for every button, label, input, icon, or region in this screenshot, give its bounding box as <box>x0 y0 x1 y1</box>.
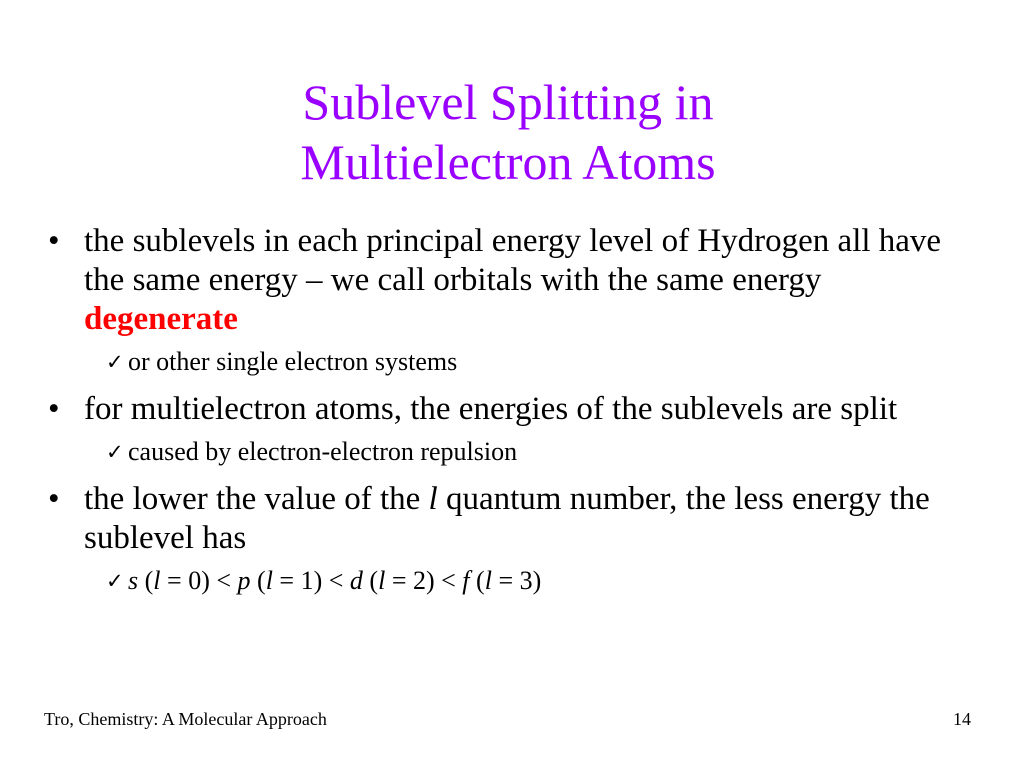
bullet-icon: • <box>48 391 60 427</box>
sub-bullet-text: or other single electron systems <box>128 347 458 376</box>
bullet-text: for multielectron atoms, the energies of the sublevels are split <box>84 391 898 427</box>
ordering-segment: = 2) < <box>385 566 463 595</box>
bullet-text: the lower the value of the <box>84 481 421 517</box>
ordering-segment: = 0) < <box>160 566 238 595</box>
sublevel-d: d <box>349 566 363 595</box>
check-icon: ✓ <box>106 350 124 374</box>
l-symbol: l <box>153 566 161 595</box>
bullet-item-degenerate <box>48 222 948 339</box>
l-symbol: l <box>378 566 386 595</box>
sub-bullet-ordering <box>48 565 948 597</box>
title-line-1: Sublevel Splitting in <box>302 74 714 130</box>
ordering-text <box>128 566 541 595</box>
bullet-text-continued: quantum number, the less energy the sublevel has <box>84 481 930 556</box>
sublevel-s: s <box>128 566 139 595</box>
bullet-icon: • <box>48 223 60 259</box>
sub-bullet-single-electron <box>48 346 948 378</box>
paren: ( <box>469 566 485 595</box>
sublevel-f: f <box>462 566 470 595</box>
title-line-2: Multielectron Atoms <box>300 134 716 190</box>
bullet-item-split <box>48 390 948 429</box>
l-symbol: l <box>265 566 273 595</box>
l-symbol: l <box>484 566 492 595</box>
paren: ( <box>144 566 154 595</box>
bullet-list <box>48 222 948 597</box>
footer-source: Tro, Chemistry: A Molecular Approach <box>44 709 327 729</box>
sub-bullet-repulsion <box>48 436 948 468</box>
paren: ( <box>362 566 379 595</box>
page-number: 14 <box>953 709 971 729</box>
check-icon: ✓ <box>106 440 124 464</box>
ordering-segment: = 1) < <box>272 566 350 595</box>
bullet-text: the sublevels in each principal energy level of Hydrogen all have the same energy – we call orbitals with the same energy <box>84 223 942 298</box>
sub-bullet-text: caused by electron-electron repulsion <box>128 437 518 466</box>
l-symbol: l <box>428 481 438 517</box>
bullet-icon: • <box>48 481 60 517</box>
paren: ( <box>250 566 266 595</box>
ordering-segment: = 3) <box>491 566 542 595</box>
check-icon: ✓ <box>106 569 124 593</box>
sublevel-p: p <box>237 566 251 595</box>
slide-title <box>0 72 1016 192</box>
highlight-term: degenerate <box>84 301 238 337</box>
bullet-item-quantum-number <box>48 480 948 558</box>
